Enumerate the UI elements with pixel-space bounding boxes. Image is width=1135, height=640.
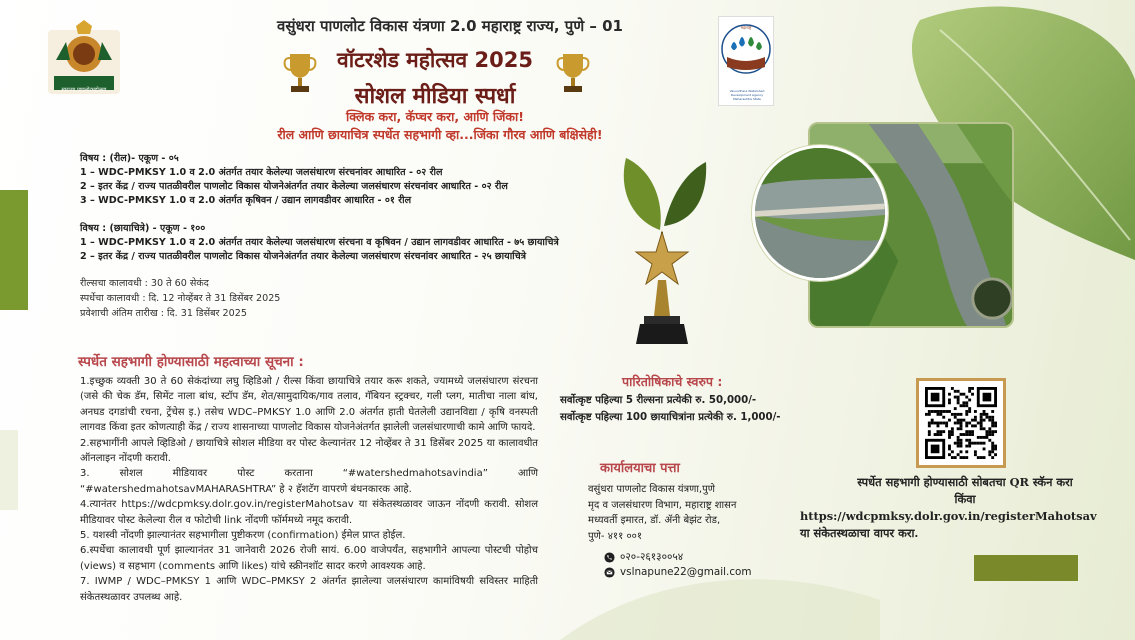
photo-topics-heading: विषय : (छायाचित्रे) - एकूण - १०० xyxy=(80,223,206,234)
instructions-list xyxy=(80,374,538,605)
tagline-secondary: रील आणि छायाचित्र स्पर्धेत सहभागी व्हा...जिंका गौरव आणि बक्षिसेही! xyxy=(277,127,603,142)
phone-icon xyxy=(604,552,615,563)
reel-topics-section xyxy=(80,152,620,208)
organization-line: वसुंधरा पाणलोट विकास यंत्रणा 2.0 महाराष्ट्र राज्य, पुणे – 01 xyxy=(277,17,623,35)
qr-use-site-text: या संकेतस्थळाचा वापर करा. xyxy=(800,526,919,540)
instruction-item: 6.स्पर्धेचा कालावधी पूर्ण झाल्यानंतर 31 जानेवारी 2026 रोजी सायं. 6.00 वाजेपर्यंत, सहभागीने आपल्या पोस्टची पोहोच (views) व सहभाग (comments आणि likes) यांचे स्क्रीनशॉट सादर करणे आवश्यक आहे. xyxy=(80,545,538,572)
instruction-item: 3. सोशल मीडियावर पोस्ट करताना “#watershedmahotsavindia” आणि “#watershedmahotsavMAHARASHTRA” हे २ हॅशटॅग वापरणे बंधनकारक आहे. xyxy=(80,468,538,495)
competition-title: सोशल मीडिया स्पर्धा xyxy=(354,84,516,109)
phone-number: ०२०-२६१३००५४ xyxy=(620,551,684,563)
competition-period: स्पर्धेचा कालावधी : दि. 12 नोव्हेंबर ते 31 डिसेंबर 2025 xyxy=(80,293,281,304)
accent-bar-light xyxy=(0,430,18,510)
instruction-item: 1.इच्छुक व्यक्ती 30 ते 60 सेकंदांच्या लघु व्हिडिओ / रील्स किंवा छायाचित्रे तयार करू शकते, ज्यामध्ये जलसंधारण संरचना (जसे की चेक डॅम, सिमेंट नाला बांध, स्टॉप डॅम, शेत/सामुदायिक/गाव तलाव, गॅबियन स्ट्रक्चर, गली प्लग, मातीचा नाला बांध, अनघड दगडांची रचना, ट्रेंचेस इ.) तसेच WDC–PMKSY 1.0 आणि 2.0 अंतर्गत हाती घेतलेली उद्यानविद्या / कृषि वनस्पती लागवड किंवा इतर कोणत्याही केंद्र / राज्य शासनाच्या पाणलोट विकास योजनेअंतर्गत झालेली जलसंधारणाची कामे आणि फायदे. xyxy=(80,376,538,434)
prize-item: सर्वोत्कृष्ट पहिल्या 5 रील्सना प्रत्येकी रु. 50,000/- xyxy=(560,395,757,406)
reel-topic-item: 1 – WDC-PMKSY 1.0 व 2.0 अंतर्गत तयार केलेल्या जलसंधारण संरचनांवर आधारित - ०२ रील xyxy=(80,167,443,178)
qr-or-text: किंवा xyxy=(954,492,976,506)
prizes-list xyxy=(560,392,860,426)
instruction-item: 4.त्यानंतर https://wdcpmksy.dolr.gov.in/registerMahotsav या संकेतस्थळावर जाऊन नोंदणी करावी. सोशल मीडियावर पोस्ट केलेल्या रील व फोटोची link नोंदणी फॉर्ममध्ये नमूद करावी. xyxy=(80,499,538,526)
agency-logo-art xyxy=(719,17,773,87)
reel-topic-item: 2 – इतर केंद्र / राज्य पातळीवरील पाणलोट विकास योजनेअंतर्गत तयार केलेल्या जलसंधारण संरचनांवर आधारित - ०२ रील xyxy=(80,181,508,192)
check-dam-photo xyxy=(752,145,888,281)
accent-block xyxy=(974,555,1078,581)
tagline-primary: क्लिक करा, कॅप्चर करा, आणि जिंका! xyxy=(346,109,524,124)
photo-topic-item: 1 – WDC-PMKSY 1.0 व 2.0 अंतर्गत तयार केलेल्या जलसंधारण संरचना व कृषिवन / उद्यान लागवडीवर आधारित - ७५ छायाचित्रे xyxy=(80,237,559,248)
address-line: मध्यवर्ती इमारत, डॉ. ॲनी बेझंट रोड, xyxy=(588,515,721,526)
reel-topic-item: 3 – WDC-PMKSY 1.0 व 2.0 अंतर्गत कृषिवन / उद्यान लागवडीवर आधारित - ०१ रील xyxy=(80,195,412,206)
qr-instructions xyxy=(800,474,1130,542)
photo-topics-section xyxy=(80,222,620,264)
registration-qr-code[interactable] xyxy=(916,378,1006,468)
office-address-heading: कार्यालयाचा पत्ता xyxy=(600,461,680,476)
right-logo-caption: Vasundhara Watershed Development Agency Maharashtra State xyxy=(729,89,765,101)
qr-code-image xyxy=(925,387,997,459)
svg-text:महाराष्ट्र: महाराष्ट्र xyxy=(740,25,752,30)
instructions-heading: स्पर्धेत सहभागी होण्यासाठी महत्वाच्या सूचना : xyxy=(78,354,304,370)
phone-contact xyxy=(604,550,824,564)
entry-deadline: प्रवेशाची अंतिम तारीख : दि. 31 डिसेंबर 2025 xyxy=(80,308,247,319)
reel-topics-heading: विषय : (रील)- एकूण - ०५ xyxy=(80,153,179,164)
email-contact xyxy=(604,566,824,578)
watershed-agency-logo xyxy=(718,16,774,106)
address-line: मृद व जलसंधारण विभाग, महाराष्ट्र शासन xyxy=(588,499,737,511)
qr-scan-text: स्पर्धेत सहभागी होण्यासाठी सोबतचा QR स्कॅन करा xyxy=(857,475,1073,489)
address-line: वसुंधरा पाणलोट विकास यंत्रणा,पुणे xyxy=(588,484,716,495)
registration-link[interactable]: https://wdcpmksy.dolr.gov.in/registerMahotsav xyxy=(800,509,1097,523)
office-address xyxy=(588,482,808,544)
instruction-item: 2.सहभागींनी आपले व्हिडिओ / छायाचित्रे सोशल मीडिया वर पोस्ट केल्यानंतर 12 नोव्हेंबर ते 31 डिसेंबर 2025 या कालावधीत ऑनलाइन नोंदणी करावी. xyxy=(80,437,538,465)
email-address[interactable]: vslnapune22@gmail.com xyxy=(620,566,752,578)
event-title: वॉटरशेड महोत्सव 2025 xyxy=(337,48,533,72)
star-trophy-illustration xyxy=(612,140,712,350)
left-logo-caption: स्वराज्य पाणलोटमहोत्सव xyxy=(61,87,107,93)
prizes-heading: पारितोषिकाचे स्वरुप : xyxy=(622,374,723,389)
prize-item: सर्वोत्कृष्ट पहिल्या 100 छायाचित्रांना प्रत्येकी रु. 1,000/- xyxy=(560,412,781,423)
reel-duration: रील्सचा कालावधी : 30 ते 60 सेकंद xyxy=(80,278,209,289)
instruction-item: 5. यशस्वी नोंदणी झाल्यानंतर सहभागीला पुष्टीकरण (confirmation) ईमेल प्राप्त होईल. xyxy=(80,530,406,542)
email-icon xyxy=(604,567,615,578)
accent-bar xyxy=(0,190,28,310)
photo-topic-item: 2 – इतर केंद्र / राज्य पातळीवरील पाणलोट विकास योजनेअंतर्गत तयार केलेल्या जलसंधारण संरचनांवर आधारित - २५ छायाचित्रे xyxy=(80,251,527,262)
address-line: पुणे- ४११ ००१ xyxy=(588,530,643,542)
instruction-item: 7. IWMP / WDC–PMKSY 1 आणि WDC–PMKSY 2 अंतर्गत झालेल्या जलसंधारण कामांविषयी सविस्तर माहिती संकेतस्थळावर उपलब्ध आहे. xyxy=(80,576,538,603)
durations-block xyxy=(80,276,380,321)
